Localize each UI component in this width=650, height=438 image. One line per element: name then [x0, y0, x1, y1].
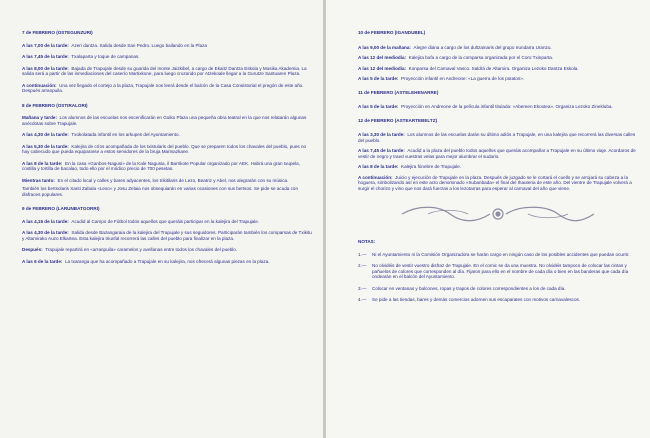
item-time: A las 7,45 de la tarde:: [22, 54, 69, 59]
notes-title: NOTAS:: [358, 239, 376, 244]
note-item: [358, 286, 636, 292]
item-text: Salida desde Bazangaraia de la kalejira del Trapujale y sus seguidores. Participarán también los comparsas de Txikitu y Altamirako Auzo Elkartea. Esta kalejira triunfal recorrerá las calles del pueblo para finalizar en la plaza.: [22, 230, 312, 241]
item-text: Kalejira fúnebre de Trapujale.: [401, 164, 462, 169]
item-text: También los bertsolaris Xanti Zabala «Lexo» y Josu Zelaia nos obsequiarán en varias ocasiones con sus bertsos. Se pide se acuda con disfraces populares.: [22, 186, 299, 197]
note-number: 2.—: [358, 263, 367, 268]
item-text: Proyección infantil en Andreone: «La guerra de los potatos».: [401, 76, 525, 81]
item-time: Después:: [22, 247, 43, 252]
note-text: Colocar en ventanas y balcones, ropas y trapos de colores correspondientes a los de cada día.: [372, 285, 566, 291]
schedule-item: [358, 104, 636, 110]
item-time: A las 12 del mediodía:: [358, 55, 407, 60]
schedule-item: [22, 132, 313, 138]
schedule-item: [358, 45, 636, 51]
item-time: A las 8 de la tarde:: [358, 164, 399, 169]
schedule-item: [358, 148, 636, 159]
schedule-item: [22, 66, 313, 77]
right-page: [326, 0, 650, 438]
item-text: Txalaparta y toque de campanas.: [71, 54, 140, 59]
item-time: A las 4,15 de la tarde:: [22, 218, 69, 224]
item-text: Una vez llegado el cortejo a la plaza, Trapujale nos leerá desde el balcón de la Casa Consistorial el pregón de este año. Después arranpuila.: [22, 82, 304, 93]
item-time: A las 7,45 de la tarde:: [358, 148, 405, 153]
schedule-item: [22, 247, 313, 253]
schedule-item: [358, 175, 636, 192]
note-item: [358, 263, 636, 280]
item-time: A las 5,30 de la tarde:: [22, 143, 69, 149]
schedule-item: [22, 219, 313, 225]
day-header: 12 de FEBRERO (ASTEARTEBELTZ): [358, 117, 438, 123]
item-time: A las 4,30 de la tarde:: [22, 132, 69, 137]
schedule-item: [22, 54, 313, 60]
schedule-item: [358, 76, 636, 82]
item-text: Alegre diana a cargo de los dultzainaris del grupo Irundarra Uranzu.: [413, 44, 552, 50]
note-number: 4.—: [358, 297, 367, 302]
schedule-item: [358, 66, 636, 72]
item-text: Los alumnos de las escuelas darán su último adiós a Trapujale, en una kalejira que recorrerá las diversas calles del pueblo.: [358, 132, 636, 143]
schedule-item: [358, 132, 636, 143]
note-number: 3.—: [358, 285, 367, 291]
note-text: Ni el Ayuntamiento ni la Comisión Organizadora se harán cargo en ningún caso de los posibles accidentes que puedan ocurrir.: [372, 251, 630, 257]
item-text: Trapujale repartirá en «arranpuila» caramelos y avellanas entre todos los chavales del pueblo.: [45, 247, 238, 252]
item-time: A las 8 de la tarde:: [22, 160, 63, 166]
day-header: 8 de FEBRERO (OSTIRALORI): [22, 102, 88, 108]
day-header: 7 de FEBRERO (OSTEGUNZURI): [22, 30, 93, 35]
item-time: A las 4,30 de la tarde:: [22, 230, 69, 235]
item-time: A continuación:: [22, 82, 57, 88]
item-time: Mañana y tarde:: [22, 115, 57, 120]
left-page: [0, 0, 323, 438]
item-time: Mientras tanto:: [22, 177, 55, 183]
item-text: La txaranga que ha acompañado a Trapujale en su kalejira, nos ofrecerá algunas piezas en la plaza.: [65, 258, 270, 264]
item-text: Acudid al Campo de Fútbol todos aquellos que queráis participar en la kalejira del Trapujale.: [71, 218, 260, 224]
item-time: A continuación:: [358, 174, 393, 180]
note-item: [358, 297, 636, 303]
item-text: Los alumnos de las escuelas nos escenificarán en Goiko Plaza una pequeña obra teatral en la que nos relatarán algunas anécdotas sobre Trapujale.: [22, 115, 307, 126]
schedule-item: [22, 83, 313, 94]
item-text: Bajada de Trapujale desde su guarida del monte Jaizkibel, a cargo de Ekaitz Dantza Eskola y Musika Akademia. La salida será a partir de las inmediaciones del caserío Martixkone, para luego cruzando por Atzekoale llegar a la Gurutze Santuaren Plaza.: [22, 65, 307, 76]
schedule-item: [358, 55, 636, 61]
item-time: A las 5 de la tarde:: [358, 76, 399, 81]
item-text: Kalejira de críos acompañada de los txistularis del pueblo. Que se preparen todos los chavales del pueblo, pues no hay cabecudo que pueda equipararse a estos servidores de la bruja Marinazkane.: [22, 143, 307, 154]
item-text: Kalejira bufa a cargo de la comparsa organizada por el Coro Txinparta.: [408, 55, 554, 60]
schedule-item: [22, 230, 313, 241]
item-time: A las 12 del mediodía:: [358, 65, 407, 71]
item-time: A las 3,30 de la tarde:: [358, 132, 405, 137]
item-time: A las 8,00 de la tarde:: [22, 65, 69, 71]
item-text: En la casa «Ganbos-Nagusi» de la Kale Nagusia, il Barrikote Popular organizado por AEK. Habrá una gran txupela, costilla y tortilla de bacalao, todo ello por el módico precio de 700 pesetas.: [22, 160, 300, 171]
note-text: No olvidéis de vestir vuestro disfraz de Trapujale. En el comic se da una muestra. No olvidéis tampoco de colocar las cintas y pañuelos de colores que corresponden al día. Fijaros para ello en el nombre de cada día o bien en las banderas que cada día ondearán en el balcón del Ayuntamiento.: [372, 263, 629, 279]
day-header: 10 de FEBRERO (IGANDUBEL): [358, 30, 426, 35]
schedule-item: [22, 161, 313, 172]
item-time: A las 6 de la tarde:: [22, 258, 63, 264]
schedule-item: [22, 259, 313, 265]
day-header: 11 de FEBRERO (ASTELEHENARRE): [358, 89, 439, 95]
ornament-divider-icon: [398, 203, 598, 225]
schedule-item: [22, 186, 313, 197]
item-text: Azeri dantza. Salida desde San Pedro. Luego bailando en la Plaza: [71, 42, 207, 48]
schedule-item: [22, 178, 313, 184]
schedule-item: [22, 115, 313, 126]
schedule-item: [22, 144, 313, 155]
item-text: Txokolatada infantil en los arkupes del Ayuntamiento.: [71, 132, 180, 137]
item-text: Proyección en Andreone de la película infantil titulada: «Abereen Ekoxtea». Organiza Lezoko Zinekluba.: [401, 104, 613, 109]
item-time: A las 7,00 de la tarde:: [22, 42, 69, 48]
note-text: Se pide a las tiendas, bares y demás comercios adornen sus escaparates con motivos carnavalescos.: [372, 297, 581, 302]
schedule-item: [358, 164, 636, 170]
schedule-item: [22, 43, 313, 49]
note-item: [358, 252, 636, 258]
item-time: A las 5 de la tarde:: [358, 104, 399, 109]
item-time: A las 9,00 de la mañana:: [358, 44, 411, 50]
day-header: 9 de FEBRERO (LARUNBATGORRI): [22, 206, 100, 211]
item-text: Juicio y ejecución de Trapujale en la plaza. Después de juzgado se le cortará el cuello y se arrojará su cabeza a la hoguera, simbolizando así en este acto denominado «Subanbada» el final del Ihauteria de este año. Del vientre de Trapujale volverá a surgir el chorizo y vino que nos dará fuerzas a los lezotarras para esperar al carnaval del año que viene.: [358, 174, 632, 191]
item-text: Acudid a la plaza del pueblo todos aquellos que queráis acompañar a Trapujale en su último viaje. Acordaros de vestir de negro y traed vuestras velas para mejor alumbrar el sudario.: [358, 148, 636, 159]
item-text: En el citado local y calles y bares adyacentes, los trikitilaris de Lezo, Beatriz y Abel, nos alegrarán con su música.: [57, 177, 289, 183]
item-text: Konparsa del Carnaval Vasco. Saldrá de Altamira. Organiza Lezoko Dantza Eskola.: [408, 65, 579, 71]
note-number: 1.—: [358, 251, 367, 257]
